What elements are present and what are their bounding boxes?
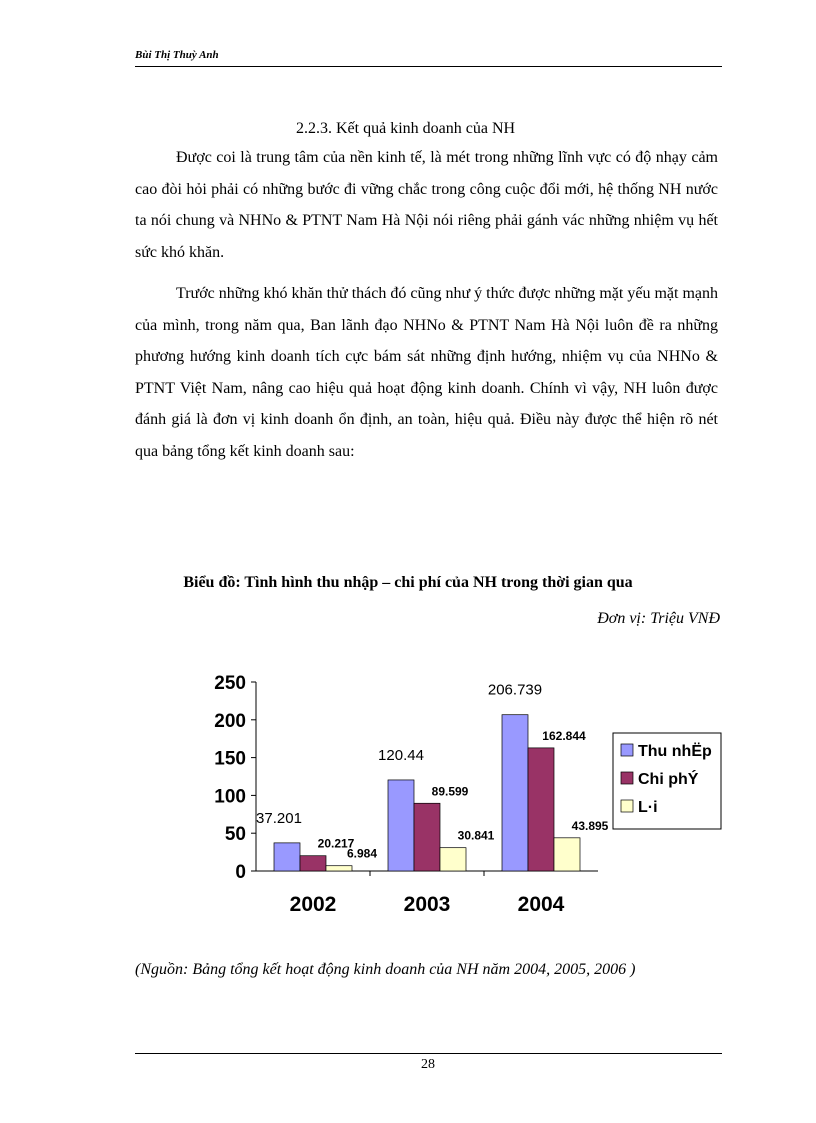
x-category-label: 2004 [517,893,565,916]
bar-2002-series-1 [300,856,326,871]
legend-swatch-1 [621,772,633,784]
bar-2003-series-2 [440,848,466,871]
data-label-2002-series-1: 20.217 [317,836,355,851]
data-label-2003-series-0: 120.44 [378,746,424,764]
legend-label-1: Chi phÝ [638,771,699,788]
paragraph-2: Trước những khó khăn thử thách đó cũng như ý thức được những mặt yếu mặt mạnh của mình, trong năm qua, Ban lãnh đạo NHNo & PTNT Nam Hà Nội luôn đề ra những phương hướng kinh doanh tích cực bám sát những định hướng, nhiệm vụ của NHNo & PTNT Việt Nam, nâng cao hiệu quả hoạt động kinh doanh. Chính vì vậy, NH luôn được đánh giá là đơn vị kinh doanh ổn định, an toàn, hiệu quả. Điều này được thể hiện rõ nét qua bảng tổng kết kinh doanh sau: [135,285,718,460]
data-label-2004-series-0: 206.739 [487,681,543,699]
legend-label-0: Thu nhËp [638,743,712,760]
data-label-2002-series-0: 37.201 [256,809,302,827]
y-tick-label: 250 [214,673,246,694]
income-expense-chart [195,660,735,920]
unit-label: Đơn vị: Triệu VNĐ [597,610,720,627]
paragraph-1: Được coi là trung tâm của nền kinh tế, là mét trong những lĩnh vực có độ nhạy cảm cao đòi hỏi phải có những bước đi vững chắc trong công cuộc đổi mới, hệ thống NH nước ta nói chung và NHNo & PTNT Nam Hà Nội nói riêng phải gánh vác những nhiệm vụ hết sức khó khăn. [135,149,718,261]
y-tick-label: 200 [214,710,246,732]
source-note: (Nguồn: Bảng tổng kết hoạt động kinh doanh của NH năm 2004, 2005, 2006 ) [135,961,636,978]
bar-2002-series-2 [326,866,352,871]
data-label-2004-series-1: 162.844 [542,728,586,743]
data-label-2002-series-2: 6.984 [346,846,378,861]
y-tick-label: 100 [214,786,246,808]
header-rule [135,66,722,67]
section-title: 2.2.3. Kết quả kinh doanh của NH [296,120,516,137]
data-label-2003-series-2: 30.841 [457,828,495,843]
header-author: Bùi Thị Thuỳ Anh [135,49,219,61]
bar-2003-series-0 [388,780,414,871]
legend-swatch-0 [621,744,633,756]
y-tick-label: 150 [214,748,246,770]
bar-2004-series-0 [502,715,528,871]
data-label-2003-series-1: 89.599 [431,784,469,799]
y-tick-label: 50 [224,824,246,846]
footer-rule [135,1053,722,1054]
bar-2004-series-1 [528,748,554,871]
chart-caption: Biểu đồ: Tình hình thu nhập – chi phí của NH trong thời gian qua [183,574,633,591]
legend-label-2: L·i [638,799,658,816]
bar-2004-series-2 [554,838,580,871]
legend-swatch-2 [621,800,633,812]
data-label-2004-series-2: 43.895 [571,818,609,833]
page-number: 28 [421,1057,435,1072]
y-tick-label: 0 [235,862,246,883]
bar-2002-series-0 [274,843,300,871]
x-category-label: 2003 [403,893,451,916]
x-category-label: 2002 [289,893,337,916]
bar-2003-series-1 [414,803,440,871]
